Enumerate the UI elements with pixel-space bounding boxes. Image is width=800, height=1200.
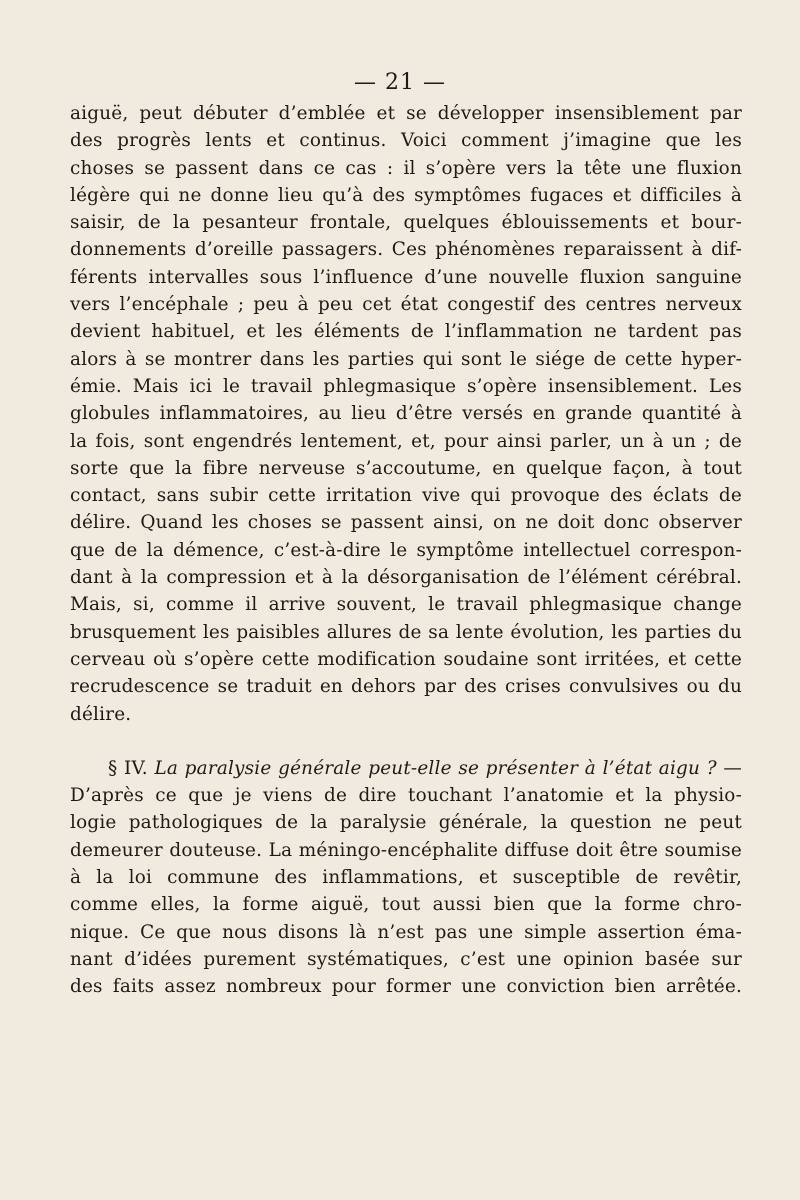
text-line: nant d’idées purement systématiques, c’est une opinion basée sur xyxy=(70,948,742,970)
text-line: D’après ce que je viens de dire touchant l’anatomie et la physio- xyxy=(70,785,742,807)
text-line: aiguë, peut débuter d’emblée et se développer insensiblement par xyxy=(70,103,742,124)
text-line: délire. Quand les choses se passent ainsi, on ne doit donc observer xyxy=(70,512,742,534)
text-line: sorte que la fibre nerveuse s’accoutume, en quelque façon, à tout xyxy=(70,457,742,479)
text-line: à la loi commune des inflammations, et susceptible de revêtir, xyxy=(70,867,742,889)
text-line: globules inflammatoires, au lieu d’être versés en grande quantité à xyxy=(70,403,742,425)
text-line: la fois, sont engendrés lentement, et, pour ainsi parler, un à un ; de xyxy=(70,430,742,452)
text-line: alors à se montrer dans les parties qui sont le siége de cette hyper- xyxy=(70,348,742,370)
section-dash: — xyxy=(723,757,743,779)
text-line: Mais, si, comme il arrive souvent, le travail phlegmasique change xyxy=(70,594,742,616)
section-title: La paralysie générale peut-elle se présenter à l’état aigu ? xyxy=(154,757,717,779)
paragraph xyxy=(70,755,742,1001)
text-line: nique. Ce que nous disons là n’est pas une simple assertion éma- xyxy=(70,921,742,943)
text-line: comme elles, la forme aiguë, tout aussi bien que la forme chro- xyxy=(70,894,742,916)
section-marker: § IV. xyxy=(108,757,148,779)
page-number: — 21 — xyxy=(354,70,446,95)
text-line: que de la démence, c’est-à-dire le symptôme intellectuel correspon- xyxy=(70,539,742,561)
text-line: saisir, de la pesanteur frontale, quelques éblouissements et bour- xyxy=(70,212,742,234)
text-line: dant à la compression et à la désorganisation de l’élément cérébral. xyxy=(70,567,742,589)
text-line: émie. Mais ici le travail phlegmasique s’opère insensiblement. Les xyxy=(70,375,742,397)
text-line: brusquement les paisibles allures de sa lente évolution, les parties du xyxy=(70,621,742,643)
text-line: délire. xyxy=(70,703,132,725)
text-line: recrudescence se traduit en dehors par des crises convulsives ou du xyxy=(70,676,742,698)
text-line: demeurer douteuse. La méningo-encéphalite diffuse doit être soumise xyxy=(70,839,742,861)
text-line: devient habituel, et les éléments de l’inflammation ne tardent pas xyxy=(70,321,742,343)
text-line: vers l’encéphale ; peu à peu cet état congestif des centres nerveux xyxy=(70,294,742,316)
text-line: cerveau où s’opère cette modification soudaine sont irritées, et cette xyxy=(70,648,742,670)
text-line: férents intervalles sous l’influence d’une nouvelle fluxion sanguine xyxy=(70,266,742,288)
text-line: contact, sans subir cette irritation vive qui provoque des éclats de xyxy=(70,485,742,507)
text-line: donnements d’oreille passagers. Ces phénomènes reparaissent à dif- xyxy=(70,239,742,261)
section-heading xyxy=(70,755,742,782)
body-text xyxy=(70,100,742,1001)
text-line: légère qui ne donne lieu qu’à des symptômes fugaces et difficiles à xyxy=(70,184,742,206)
text-line: logie pathologiques de la paralysie générale, la question ne peut xyxy=(70,812,742,834)
text-line: des progrès lents et continus. Voici comment j’imagine que les xyxy=(70,130,742,152)
text-line: des faits assez nombreux pour former une conviction bien arrêtée. xyxy=(70,976,742,998)
text-line: choses se passent dans ce cas : il s’opère vers la tête une fluxion xyxy=(70,157,742,179)
paragraph xyxy=(70,100,742,728)
